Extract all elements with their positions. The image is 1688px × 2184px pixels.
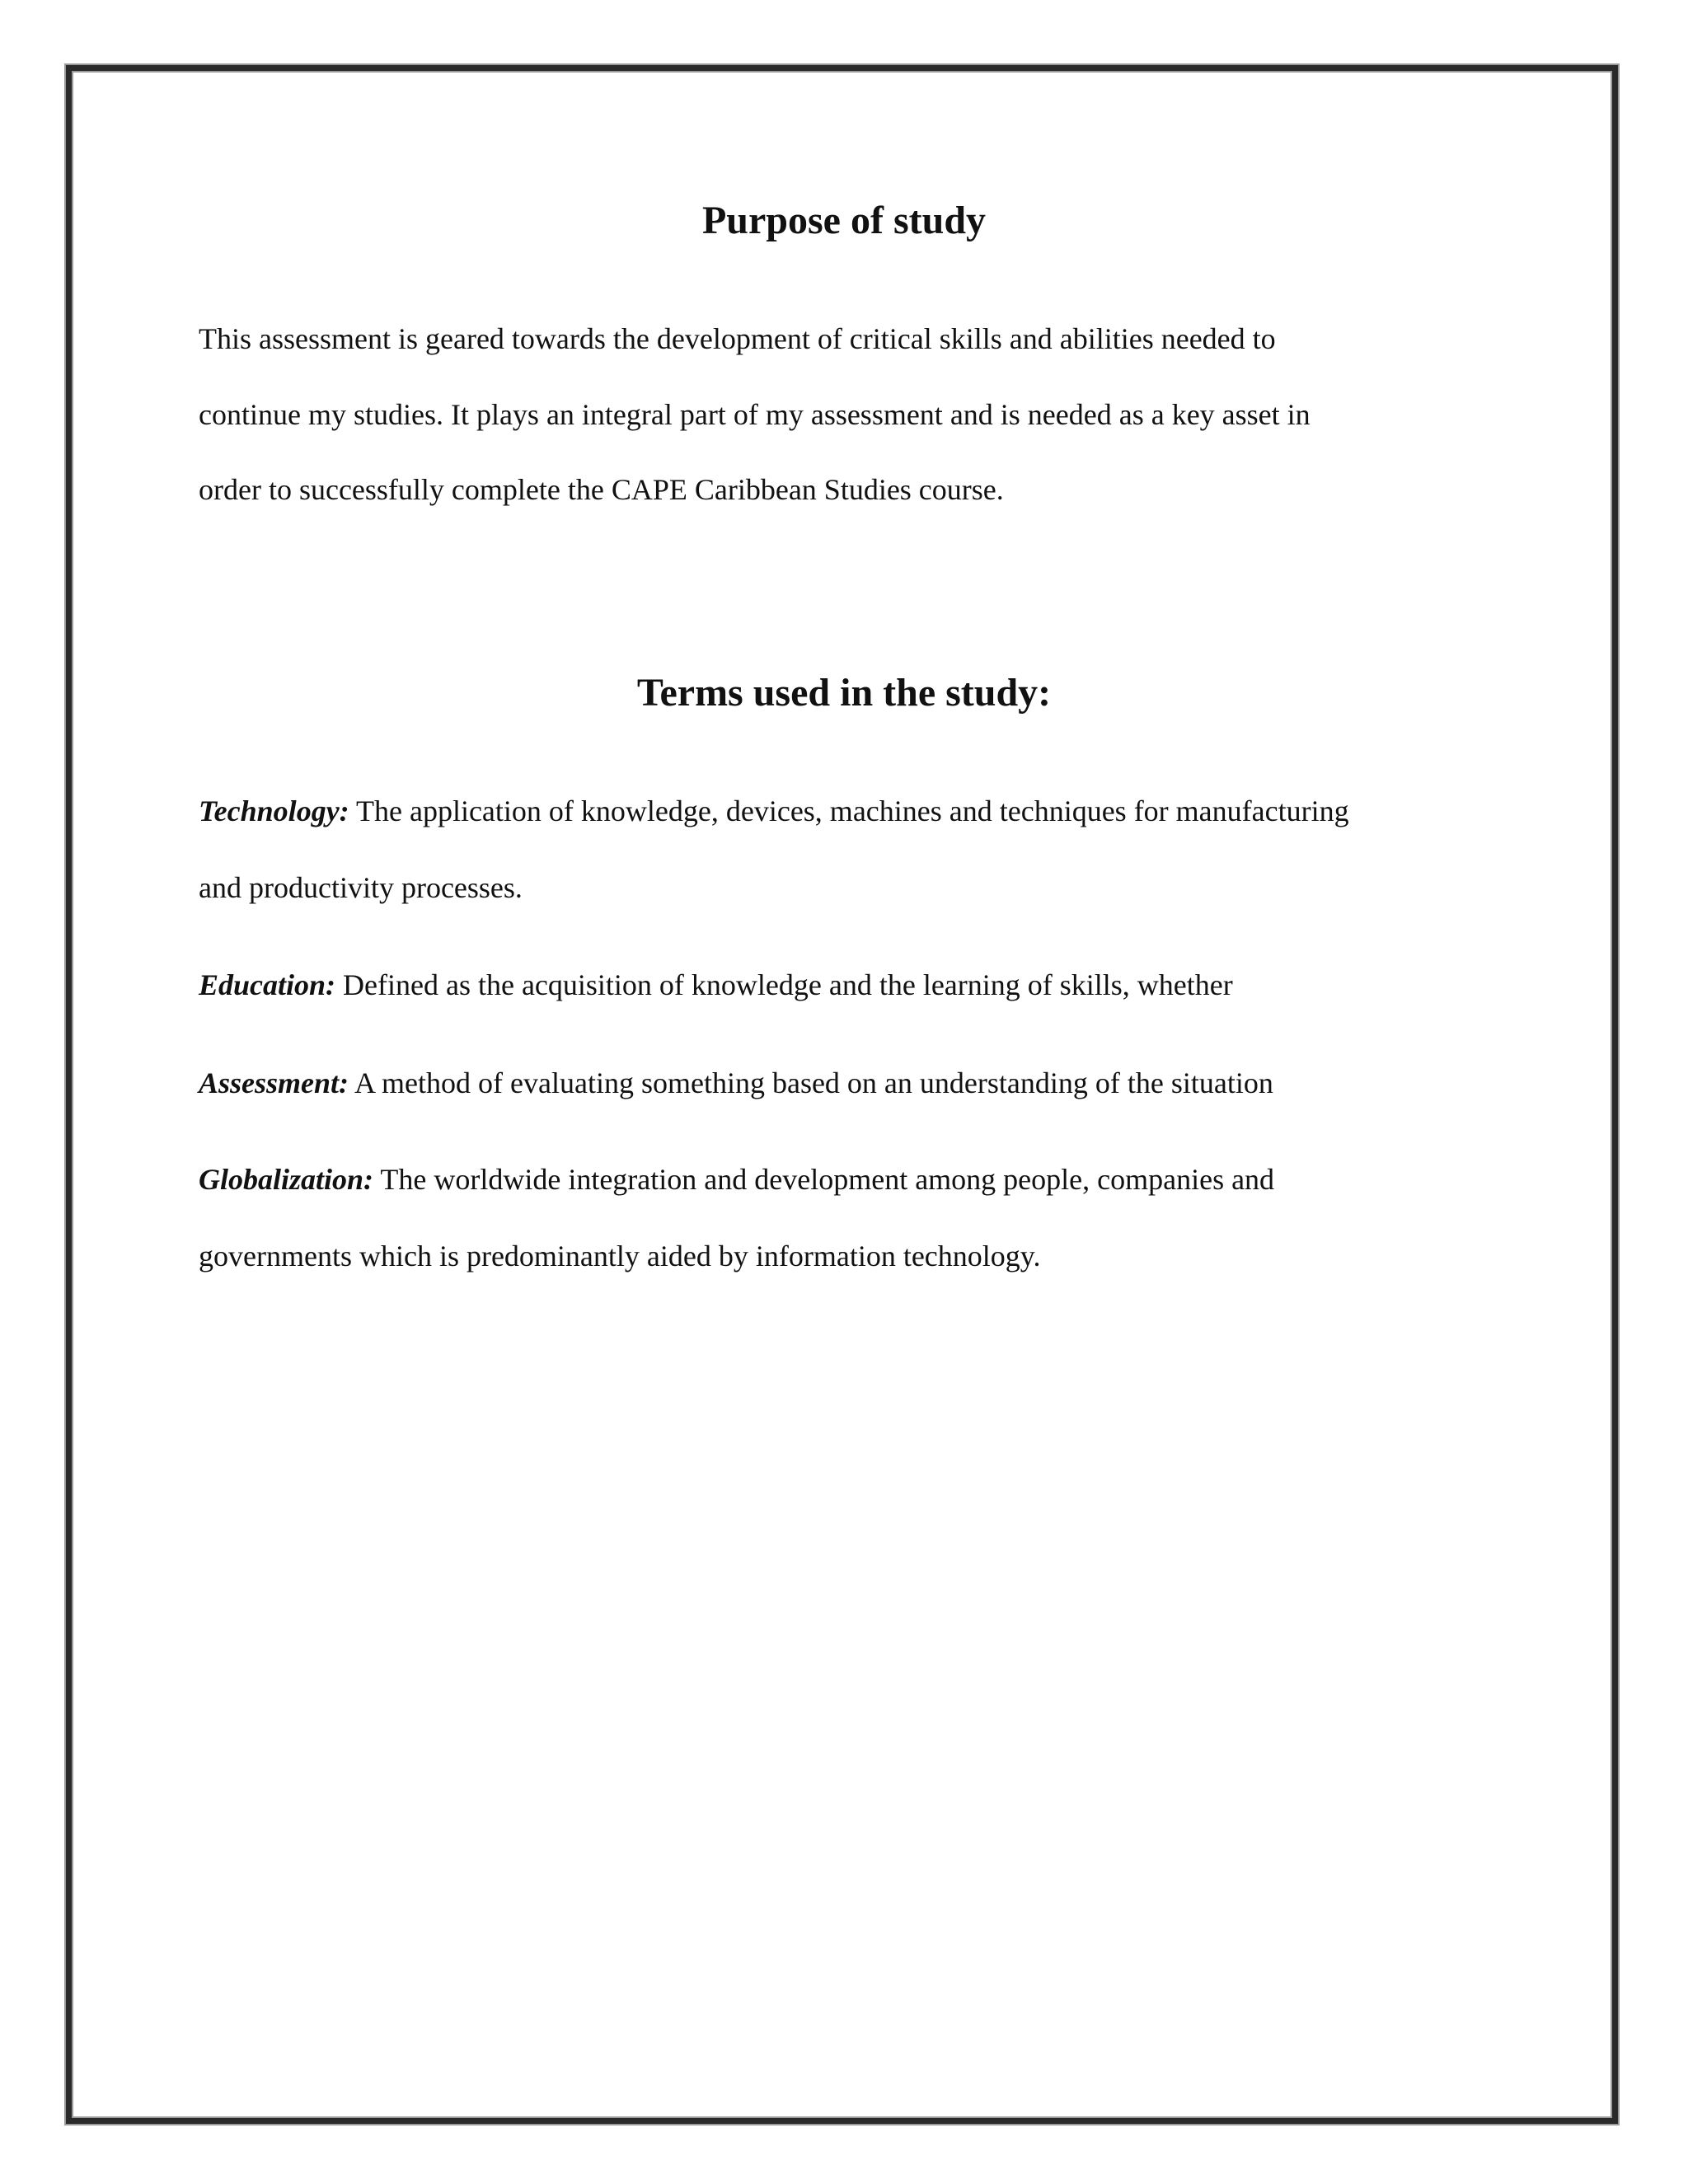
- term-technology-continuation: and productivity processes.: [199, 871, 523, 904]
- term-globalization-continuation: governments which is predominantly aided by information technology.: [199, 1240, 1041, 1272]
- term-label: Education:: [199, 968, 336, 1001]
- term-label: Globalization:: [199, 1163, 374, 1196]
- purpose-paragraph-line: This assessment is geared towards the development of critical skills and abilities needed to: [199, 322, 1276, 355]
- term-label: Technology:: [199, 794, 349, 827]
- purpose-paragraph-line: order to successfully complete the CAPE Caribbean Studies course.: [199, 473, 1004, 506]
- term-definition: Defined as the acquisition of knowledge and the learning of skills, whether: [335, 968, 1233, 1001]
- term-education: [199, 970, 1233, 1000]
- term-globalization: [199, 1165, 1274, 1194]
- purpose-heading: Purpose of study: [701, 199, 987, 242]
- term-label: Assessment:: [199, 1066, 349, 1099]
- term-definition: The worldwide integration and development among people, companies and: [373, 1163, 1275, 1196]
- term-technology: [199, 796, 1349, 826]
- purpose-paragraph-line: continue my studies. It plays an integral part of my assessment and is needed as a key asset in: [199, 398, 1311, 431]
- term-definition: A method of evaluating something based on an understanding of the situation: [349, 1066, 1273, 1099]
- terms-heading: Terms used in the study:: [636, 671, 1052, 715]
- term-definition: The application of knowledge, devices, machines and techniques for manufacturing: [349, 794, 1349, 827]
- term-assessment: [199, 1068, 1273, 1098]
